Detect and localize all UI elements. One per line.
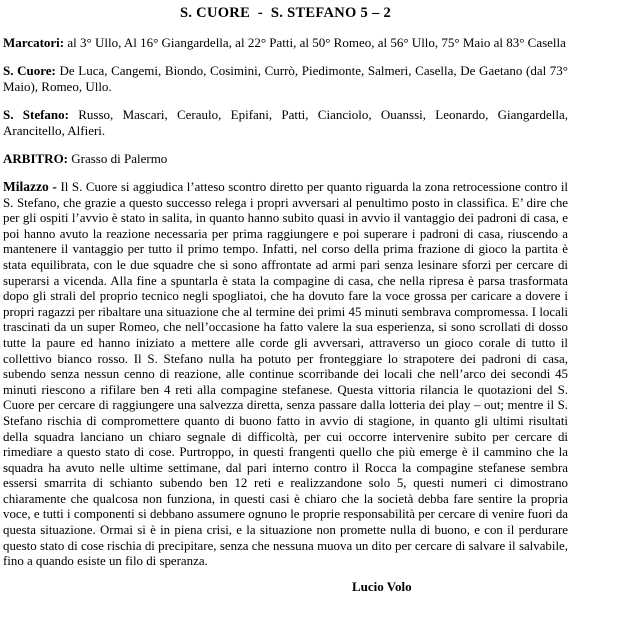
referee-text: Grasso di Palermo xyxy=(68,151,168,166)
article-body-text: Il S. Cuore si aggiudica l’atteso scontro diretto per quanto riguarda la zona retrocessione contro il S. Stefano, che grazie a questo successo relega i propri avversari al penultimo posto in classifica. E’ dire che per gli ospiti l’avvio è stato in salita, in quanto hanno subito quasi in avvio il vantaggio dei padroni di casa, e poi hanno avuto la reazione necessaria per prima raggiungere e poi superare i padroni di casa, riuscendo a mantenere il vantaggio per tutto il primo tempo. Infatti, nel corso della prima frazione di gioco la partita è stata equilibrata, con le due squadre che si sono affrontate ad armi pari senza lesinare sforzi per cercare di superarsi a vicenda. Alla fine a spuntarla è stata la compagine di casa, che nella ripresa è parsa trasformata dopo gli strali del proprio tecnico negli spogliatoi, che ha dovuto fare la voce grossa per caricare a dovere i propri ragazzi per ribaltare una situazione che al termine dei primi 45 minuti sembrava compromessa. I locali trascinati da un super Romeo, che nell’occasione ha fatto valere la sua esperienza, si sono scrollati di dosso tutte la paure ed hanno iniziato a mettere alle corde gli avversari, attraverso un gioco corale di tutto il collettivo bianco rosso. Il S. Stefano nulla ha potuto per fronteggiare lo strapotere dei padroni di casa, subendo senza nessun cenno di reazione, alle continue scorribande dei locali che nell’arco dei secondi 45 minuti riescono a rifilare ben 4 reti alla compagine stefanese. Questa vittoria rilancia le quotazioni del S. Cuore per cercare di raggiungere una salvezza diretta, senza passare dalla lotteria dei play – out; mentre il S. Stefano rischia di compromettere quanto di buono fatto in avvio di stagione, in quanto gli ultimi risultati della squadra lanciano un chiaro segnale di difficoltà, per cui occorre intervenire subito per cercare di rimediare a questo stato di cose. Purtroppo, in questi frangenti quello che più emerge è il cammino che la squadra ha avuto nelle ultime settimane, dal pari interno contro il Rocca la compagine stefanese sembra essersi smarrita di schianto subendo ben 12 reti e realizzandone solo 5, questi numeri ci dimostrano chiaramente che qualcosa non funziona, in questi casi è chiaro che la società debba fare sentire la propria voce, e tutti i componenti si debbano assumere ognuno le proprie responsabilità per cercare di venire fuori da questa situazione. Ormai si è in piena crisi, e la situazione non promette nulla di buono, e con il perdurare questo stato di cose rischia di precipitare, senza che nessuna muova un dito per cercare di salvare il salvabile, fino a quando esiste un filo di speranza. xyxy=(3,180,568,569)
away-lineup-text: Russo, Mascari, Ceraulo, Epifani, Patti, Cianciolo, Ouanssi, Leonardo, Giangardella, Arancitello, Alfieri. xyxy=(3,107,568,138)
article-dateline: Milazzo - xyxy=(3,179,57,194)
home-lineup-section xyxy=(3,63,568,95)
scorers-text: al 3° Ullo, Al 16° Giangardella, al 22° Patti, al 50° Romeo, al 56° Ullo, 75° Maio al 83° Casella xyxy=(64,35,566,50)
match-report-article xyxy=(3,179,568,570)
scorers-label: Marcatori: xyxy=(3,35,65,50)
away-lineup-label: S. Stefano: xyxy=(3,107,69,122)
referee-section xyxy=(3,151,568,167)
author-signature: Lucio Volo xyxy=(352,578,412,594)
page-title: S. CUORE - S. STEFANO 5 – 2 xyxy=(179,5,392,21)
home-lineup-label: S. Cuore: xyxy=(3,63,56,78)
home-lineup-text: De Luca, Cangemi, Biondo, Cosimini, Currò, Piedimonte, Salmeri, Casella, De Gaetano (dal 73° Maio), Romeo, Ullo. xyxy=(3,63,569,94)
scorers-section xyxy=(3,35,568,51)
away-lineup-section xyxy=(3,107,568,139)
referee-label: ARBITRO: xyxy=(3,151,69,166)
